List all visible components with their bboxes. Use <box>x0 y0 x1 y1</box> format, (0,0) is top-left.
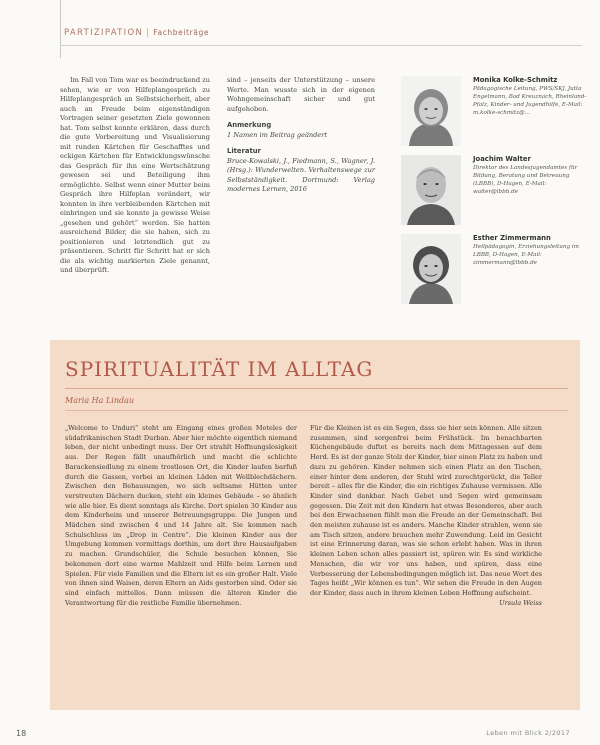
box-subtitle: Maria Ha Lindau <box>65 396 135 405</box>
header-rule-vertical <box>60 0 61 58</box>
author-name: Monika Kolke-Schmitz <box>473 76 558 84</box>
box-column-2-text: Für die Kleinen ist es ein Segen, dass sie hier sein können. Alle sitzen zusammen, sind sorgenfrei beim Frühstück. Im benachbarten Küchengebäude duftet es bereits nach dem Mittagessen auf dem Herd. Es ist der ganze Stolz der Kinder, hier einen Platz zu haben und dazu zu gehören. Kinder nehmen sich einen Platz an den Tischen, einer hinter dem anderen, der Stuhl wird zurechtgerückt, die Teller bereit – alles für die Kinder, die ein richtiges Zuhause vermissen. Alle Kinder sind dankbar. Nach Gebet und Segen wird gemeinsam gegessen. Die Zeit mit den Kindern hat etwas Besonderes, aber auch bei den Erwachsenen fühlt man die Freude an der Gemeinschaft. Bei den meisten zuhause ist es anders. Manche Kinder strahlen, wenn sie am Tisch sitzen, andere brauchen mehr Zuwendung. Leid im Gesicht ist eine Erinnerung daran, was sie schon erlebt haben. Was in ihren kleinen Leben schon alles passiert ist, spüren wir. Es sind wirkliche Menschen, die wir vor uns haben, und spüren, dass eine Verbesserung der Lebensbedingungen möglich ist. Das neue Wort des Tages heißt „Wir können es tun“. Wir sehen die Freude in den Augen der Kinder, dass auch in ihrem kleinen Leben Hoffnung aufscheint. <box>310 424 542 597</box>
author-name: Joachim Walter <box>473 155 531 163</box>
notes-heading: Anmerkung <box>227 121 272 129</box>
publication-name: Leben mit Blick 2/2017 <box>486 729 570 737</box>
page-number: 18 <box>16 729 27 738</box>
author-description: Pädagogische Leitung, PWS/SKJ, Jutta Engelmann, Bad Kreuznach, Rheinland-Pfalz, Kinder- und Jugendhilfe, E-Mail: m.kolke-schmitz@... <box>473 86 587 116</box>
box-column-2 <box>310 424 542 608</box>
author-description: Heilpädagogin, Erziehungsleitung im LBBB, D-Hagen, E-Mail: zimmermann@lbbb.de <box>473 244 579 266</box>
box-title-rule <box>65 388 568 389</box>
page-header <box>0 0 600 60</box>
subsection-label: Fachbeiträge <box>153 28 210 37</box>
box-subtitle-rule <box>65 410 568 411</box>
header-rule <box>60 45 582 46</box>
author-bio-3 <box>473 234 593 267</box>
author-bio-1 <box>473 76 593 117</box>
section-label: PARTIZIPATION <box>64 28 144 38</box>
author-photo-zimmermann <box>401 234 461 304</box>
author-photo-walter <box>401 155 461 225</box>
author-description: Direktor des Landesjugendamtes für Bildung, Beratung und Betreuung (LBBB), D-Hagen, E-Mail: walter@lbbb.de <box>473 165 578 195</box>
page-footer <box>0 724 600 744</box>
box-column-1: „Welcome to Unduri“ steht am Eingang eines großen Moteles der südafrikanischen Stadt Durban. Aber hier möchte eigentlich niemand leben, der nicht unbedingt muss. Der Ort strahlt Hoffnungslosigkeit aus. Der Regen fällt unaufhörlich und macht die schlichte Barackensiedlung zu einem trostlosen Ort, die Kinder laufen barfuß durch die Gassen, vorbei an kleinen Läden mit Wellblechdächern. Zwischen den Behausungen, wo sich seltsame Hütten unter verstreuten Dächern ducken, steht ein kleines Gebäude – so ähnlich wie alle hier. Es dient sonntags als Kirche. Dort spielen 30 Kinder aus dem Kinderheim und unserer Betreuungsgruppe. Die Jungen und Mädchen sind zwischen 4 und 14 Jahre alt. Sie kommen nach Schulschluss im „Drop in Centre“. Die kleinen Kinder aus der Umgebung kommen vormittags dorthin, um dort ihre Hausaufgaben zu machen. Grundschüler, die Schule besuchen können, Sie bekommen dort eine warme Mahlzeit und Hilfe beim Lernen und Spielen. Für viele Familien und die Eltern ist es ein großer Halt. Viele von ihnen sind Waisen, deren Eltern an Aids gestorben sind. Oder sie sind einfach mittellos. Dann müssen die älteren Kinder die Verantwortung für die restliche Familie übernehmen. <box>65 424 297 607</box>
article-column-1: Im Fall von Tom war es beeindruckend zu sehen, wie er von Hilfeplangespräch zu Hilfeplangespräch an Selbstsicherheit, aber auch an Freude beim eigenständigen Vortragen seiner gesetzten Ziele gewonnen hat. Tom selbst konnte erklären, dass durch die gute Vorbereitung und Visualisierung mit runden Kärtchen für Geschafftes und eckigen Kärtchen für Entwicklungswünsche das Gespräch für ihn eine Wertschätzung gewesen sei und Beteiligung ihm ermöglichte. Selbst wenn einer Mutter beim Gespräch ihre Hilfeplan verändert, wir konnten in ihre verbleibenden Kärtchen mit einbringen und sie konnte ja gewisse Weise „gesehen und gehört“ werden. Sie hatten ausreichend Bilder, die sie haben, sich zu positionieren und letztendlich gut zu präsentieren. Schritt für Schritt hat er sich die als wichtig markierten Ziele genannt, und überprüft. <box>60 76 210 274</box>
section-tag <box>64 28 209 38</box>
article-continuation: sind – jenseits der Unterstützung – unsere Werte. Man wusste sich in der eigenen Wohngemeinschaft sicher und gut aufgehoben. <box>227 76 375 113</box>
notes-text: 1 Namen im Beitrag geändert <box>227 130 328 139</box>
article-column-2 <box>227 76 375 195</box>
literature-text: Bruce-Kowalski, J., Fiedmann, S., Wagner, J. (Hrsg.): Wunderwelten. Verhaltenswege zur Selbstständigkeit. Dortmund: Verlag modernes Lernen, 2016 <box>227 156 375 193</box>
author-name: Esther Zimmermann <box>473 234 551 242</box>
author-bio-2 <box>473 155 593 196</box>
literature-heading: Literatur <box>227 147 261 155</box>
author-photo-kolke-schmitz <box>401 76 461 146</box>
spirituality-box <box>50 340 580 710</box>
box-signature: Ursula Weiss <box>499 598 542 607</box>
box-title: SPIRITUALITÄT IM ALLTAG <box>65 357 374 381</box>
separator: | <box>146 28 151 38</box>
